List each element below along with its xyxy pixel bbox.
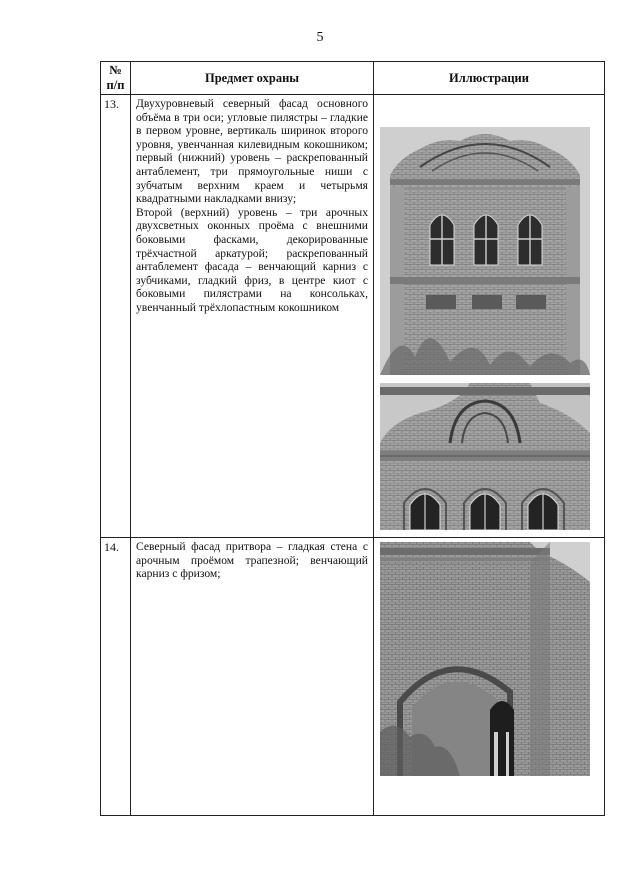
- table-row: [101, 95, 605, 538]
- table-row: [101, 538, 605, 816]
- row-illustrations: [374, 538, 605, 816]
- header-number: [101, 62, 131, 95]
- description-paragraph: Северный фасад притвора – гладкая стена с арочным проёмом трапезной; венчающий карниз с фризом;: [136, 540, 368, 581]
- page-number: 5: [316, 30, 324, 45]
- row-illustrations: [374, 95, 605, 538]
- header-subject: Предмет охраны: [131, 62, 374, 95]
- row-number: 14.: [101, 538, 131, 816]
- row-number: 13.: [101, 95, 131, 538]
- header-illustrations: Иллюстрации: [374, 62, 605, 95]
- description-paragraph: Двухуровневый северный фасад основного объёма в три оси; угловые пилястры – гладкие в первом уровне, вертикаль ширинок второго уровня, увенчанная килевидным кокошником; первый (нижний) уровень – раскрепованный антаблемент, три прямоугольные ниши с зубчатым верхним краем и четырьмя квадратными накладками внизу;: [136, 97, 368, 206]
- protection-subjects-table: [100, 61, 605, 816]
- row-description: [131, 538, 374, 816]
- narthex-facade-photo: [380, 542, 590, 776]
- window-detail-photo: [380, 383, 590, 530]
- header-number-abbrev: п/п: [106, 78, 125, 92]
- header-number-symbol: №: [109, 63, 122, 77]
- row-description: [131, 95, 374, 538]
- table-header-row: [101, 62, 605, 95]
- description-paragraph: Второй (верхний) уровень – три арочных двухсветных оконных проёма с внешними боковыми фасками, декорированные трёхчастной аркатурой; раскрепованный антаблемент фасада – венчающий карниз с зубчиками, гладкий фриз, в центре киот с боковыми пилястрами на консольках, увенчанный трёхлопастным кокошником: [136, 205, 368, 314]
- north-facade-photo: [380, 127, 590, 375]
